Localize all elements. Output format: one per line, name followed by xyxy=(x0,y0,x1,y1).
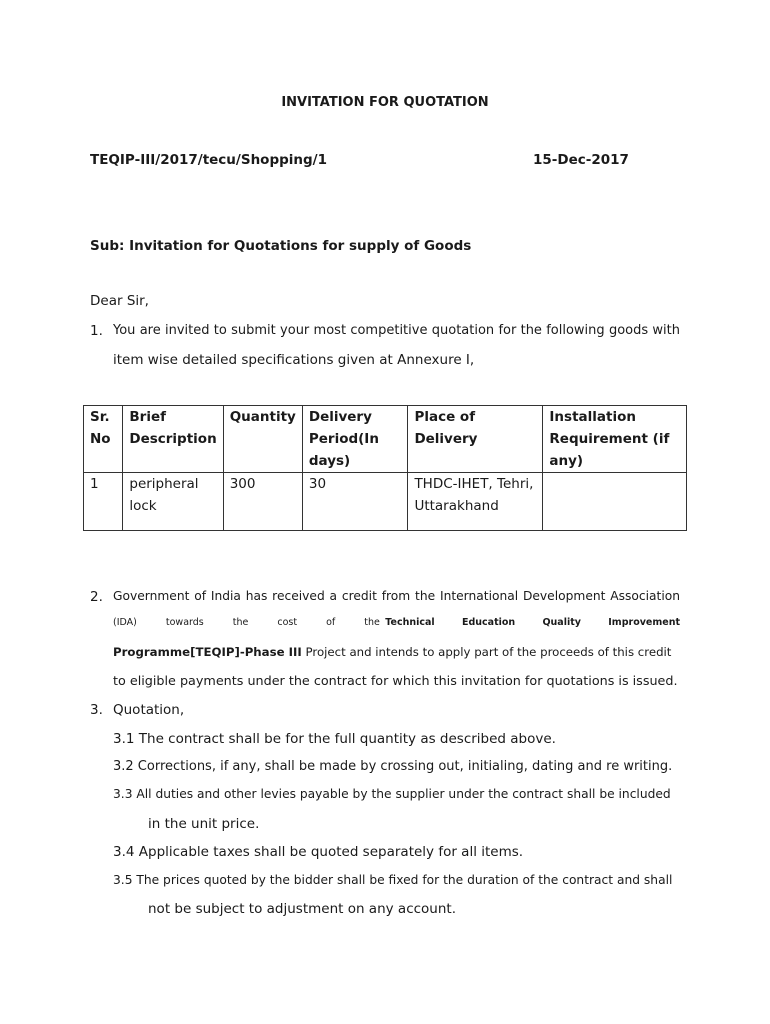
clause-3-5-continued: not be subject to adjustment on any account. xyxy=(148,901,456,917)
goods-table xyxy=(83,405,687,531)
document-date: 15-Dec-2017 xyxy=(533,152,629,168)
header-text: Period(In days) xyxy=(308,431,379,469)
header-text: No xyxy=(90,431,111,447)
cell-installation xyxy=(543,473,687,531)
clause-3-5: 3.5 The prices quoted by the bidder shall be fixed for the duration of the contract and shall xyxy=(113,873,673,887)
item-3-number: 3. xyxy=(90,702,103,718)
header-text: Installation xyxy=(549,409,636,425)
item-2-number: 2. xyxy=(90,589,103,605)
cell-text: lock xyxy=(129,498,157,514)
item-2-line-3 xyxy=(113,645,680,659)
item-1-line-1: You are invited to submit your most competitive quotation for the following goods with xyxy=(113,323,680,338)
header-text: Requirement (if any) xyxy=(549,431,670,469)
cell-text: Uttarakhand xyxy=(414,498,499,514)
clause-3-3: 3.3 All duties and other levies payable by the supplier under the contract shall be included xyxy=(113,787,671,801)
item-2-line-2-prefix: (IDA) towards the cost of the xyxy=(113,617,380,628)
header-installation xyxy=(543,406,687,473)
table-row xyxy=(84,473,687,531)
cell-place-of-delivery xyxy=(408,473,543,531)
item-1-line-2: item wise detailed specifications given at Annexure I, xyxy=(113,352,475,368)
clause-3-1: 3.1 The contract shall be for the full quantity as described above. xyxy=(113,731,556,747)
cell-text: peripheral xyxy=(129,476,199,492)
header-delivery-period xyxy=(302,406,408,473)
header-sr-no xyxy=(84,406,123,473)
item-2-program-phase: Programme[TEQIP]-Phase III xyxy=(113,645,302,659)
clause-3-4: 3.4 Applicable taxes shall be quoted separately for all items. xyxy=(113,844,524,860)
item-2-line-1: Government of India has received a credit from the International Development Association xyxy=(113,589,680,603)
cell-delivery-period: 30 xyxy=(302,473,408,531)
clause-3-3-continued: in the unit price. xyxy=(148,816,260,832)
cell-text: THDC-IHET, Tehri, xyxy=(414,476,534,492)
item-2-program-name: Technical Education Quality Improvement xyxy=(385,617,680,628)
item-3-heading: Quotation, xyxy=(113,702,185,718)
header-description xyxy=(123,406,223,473)
header-text: Brief xyxy=(129,409,166,425)
clause-3-2: 3.2 Corrections, if any, shall be made by crossing out, initialing, dating and re writing. xyxy=(113,759,673,774)
cell-description xyxy=(123,473,223,531)
item-2-line-3-rest: Project and intends to apply part of the proceeds of this credit xyxy=(301,645,672,659)
header-text: Sr. xyxy=(90,409,110,425)
reference-number: TEQIP-III/2017/tecu/Shopping/1 xyxy=(90,152,328,168)
header-place-of-delivery xyxy=(408,406,543,473)
salutation: Dear Sir, xyxy=(90,293,149,309)
subject-line: Sub: Invitation for Quotations for supply of Goods xyxy=(90,238,472,254)
header-text: Place of Delivery xyxy=(414,409,478,447)
cell-quantity: 300 xyxy=(223,473,302,531)
header-text: Delivery xyxy=(308,409,372,425)
item-2-line-4: to eligible payments under the contract for which this invitation for quotations is issued. xyxy=(113,674,678,689)
document-title: INVITATION FOR QUOTATION xyxy=(281,95,489,110)
header-text: Description xyxy=(129,431,217,447)
header-text: Quantity xyxy=(229,409,296,425)
cell-sr-no: 1 xyxy=(84,473,123,531)
item-2-line-2 xyxy=(113,617,680,628)
header-quantity xyxy=(223,406,302,473)
item-1-number: 1. xyxy=(90,323,103,339)
table-header-row xyxy=(84,406,687,473)
